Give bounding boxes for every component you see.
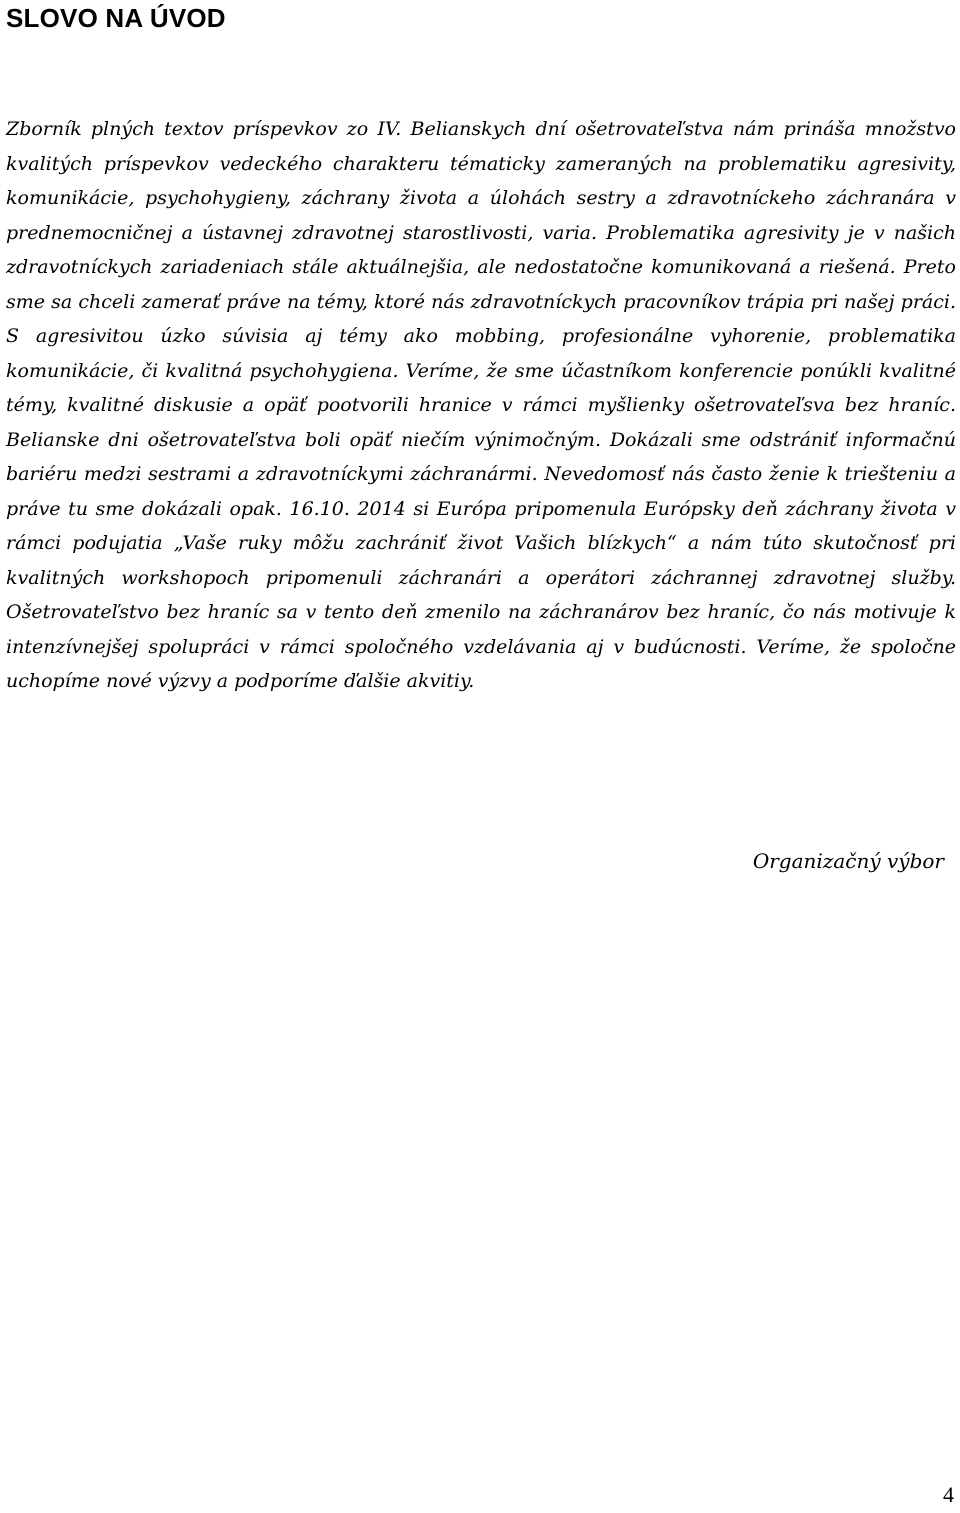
body-paragraph: Zborník plných textov príspevkov zo IV. Belianskych dní ošetrovateľstva nám prináša množstvo kvalitých príspevkov vedeckého charakteru tématicky zameraných na problematiku agresivity, komunikácie, psychohygieny, záchrany života a úlohách sestry a zdravotníckeho záchranára v prednemocničnej a ústavnej zdravotnej starostlivosti, varia. Problematika agresivity je v našich zdravotníckych zariadeniach stále aktuálnejšia, ale nedostatočne komunikovaná a riešená. Preto sme sa chceli zamerať práve na témy, ktoré nás zdravotníckych pracovníkov trápia pri našej práci. S agresivitou úzko súvisia aj témy ako mobbing, profesionálne vyhorenie, problematika komunikácie, či kvalitná psychohygiena. Veríme, že sme účastníkom konferencie ponúkli kvalitné témy, kvalitné diskusie a opäť pootvorili hranice v rámci myšlienky ošetrovateľsva bez hraníc. Belianske dni ošetrovateľstva boli opäť niečím výnimočným. Dokázali sme odstrániť informačnú bariéru medzi sestrami a zdravotníckymi záchranármi. Nevedomosť nás často ženie k triešteniu a práve tu sme dokázali opak. 16.10. 2014 si Európa pripomenula Európsky deň záchrany života v rámci podujatia „Vaše ruky môžu zachrániť život Vašich blízkych“ a nám túto skutočnosť pri kvalitných workshopoch pripomenuli záchranári a operátori záchrannej zdravotnej služby. Ošetrovateľstvo bez hraníc sa v tento deň zmenilo na záchranárov bez hraníc, čo nás motivuje k intenzívnejšej spolupráci v rámci spoločného vzdelávania aj v budúcnosti. Veríme, že spoločne uchopíme nové výzvy a podporíme ďalšie akvitiy. <box>6 118 956 692</box>
signature: Organizačný výbor <box>752 849 944 873</box>
page-title: SLOVO NA ÚVOD <box>6 3 226 33</box>
page-number: 4 <box>943 1482 954 1507</box>
